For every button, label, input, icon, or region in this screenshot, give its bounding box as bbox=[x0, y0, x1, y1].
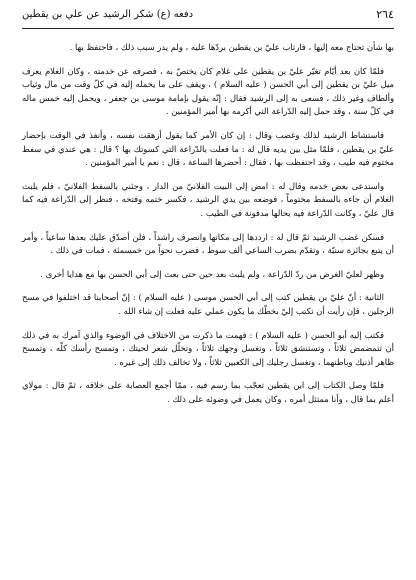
page-body bbox=[22, 41, 394, 406]
paragraph-4: واستدعى بعض خدمه وقال له : امض إلى البيت الفلانيّ من الدار ، وجئني بالسفط الفلانيّ ، فلم يلبث الغلام أن جاءه بالسفط مختوماً ، فوضعه بين يدي الرشيد ، فكسر ختمه وفتحه ، فنظر إلى الدّراعة فيه كما قال عليّ ، وكانت الدّراعة فيه بحالها مدفونة في الطيب . bbox=[22, 180, 394, 218]
paragraph-9: فلمّا وصل الكتاب إلى ابن يقطين تعجّب بما رسم فيه ، ممّا أجمع العصابة على خلافه ، ثمّ قال : مولاي أعلم بما قال ، وأنا ممتثل أمره ، وكان يعمل في وضوئه على ذلك . bbox=[22, 380, 394, 404]
paragraph-7: الثانية : أنّ عليّ بن يقطين كتب إلى أبي الحسن موسى ( عليه السلام ) : إنّ أصحابنا قد اختلفوا في مسح الرجلين ، فإن رأيت أن تكتب إليّ بخطّك ما يكون عملي عليه فعلت إن شاء الله . bbox=[22, 292, 394, 316]
paragraph-1: بها شأن تحتاج معه إليها ، فارتاب عليّ بن يقطين بردّها عليه ، ولم يدر سبب ذلك ، فاحتفظ بها . bbox=[69, 42, 394, 52]
paragraph-2: فلمّا كان بعد أيّام تغيّر عليّ بن يقطين على غلام كان يختصّ به ، فصرفه عن خدمته ، وكان الغلام يعرف ميل عليّ بن يقطين إلى أبي الحسن ( عليه السلام ) ، ويقف على ما يحمله إليه في كلّ وقت من مال وثياب وألطاف وغير ذلك ، فسعى به إلى الرشيد فقال : إنّه يقول بإمامة موسى بن جعفر ، ويحمل إليه خمس ماله في كلّ سنة ، وقد حمل إليه الدّراعة التي أكرمه بها أمير المؤمنين . bbox=[22, 65, 394, 117]
running-title: دفعه (ع) شكر الرشيد عن علي بن يقطين bbox=[22, 9, 194, 20]
paragraph-5: فسكن غضب الرشيد ثمّ قال له : ارددها إلى مكانها وانصرف راشداً ، فلن أصدّق عليك بعدها ساعياً ، وأمر أن يتبع بجائزة سنيّة ، وتقدّم بضرب الساعي ألف سوط ، فضرب نحواً من خمسمئة ، فمات في ذلك . bbox=[22, 231, 394, 256]
page-number: ٢٦٤ bbox=[376, 8, 394, 21]
paragraph-3: فاستشاط الرشيد لذلك وغضب وقال : إن كان الأمر كما يقول أزهقت نفسه ، وأنفذ في الوقت بإحضار عليّ بن يقطين ، فلمّا مثل بين يديه قال له : ما فعلت بالدّراعة التي كسوتك بها ؟ قال : هي عندي في سفط مختوم فيه طيب ، وقد احتفظت بها ، فقال : أحضرها الساعة ، قال : نعم يا أمير المؤمنين . bbox=[22, 129, 394, 168]
paragraph-6: وظهر لعليّ الغرض من ردّ الدّراعة ، ولم يلبث بعد حين حتى بعث إلى أبي الحسن بها مع هدايا أخرى . bbox=[40, 268, 384, 279]
page-header bbox=[22, 6, 394, 24]
header-rule bbox=[22, 28, 394, 29]
book-page bbox=[22, 6, 394, 416]
paragraph-8: فكتب إليه أبو الحسن ( عليه السلام ) : فهمت ما ذكرت من الاختلاف في الوضوء والذي آمرك به في ذلك أن تتمضمض ثلاثاً ، وتستنشق ثلاثاً ، وتغسل وجهك ثلاثاً ، وتخلّل شعر لحيتك ، وتمسح رأسك كلّه ، وتمسح ظاهر أذنيك وباطنهما ، وتغسل رجليك إلى الكعبين ثلاثاً ، ولا تخالف ذلك إلى غيره . bbox=[22, 329, 394, 367]
